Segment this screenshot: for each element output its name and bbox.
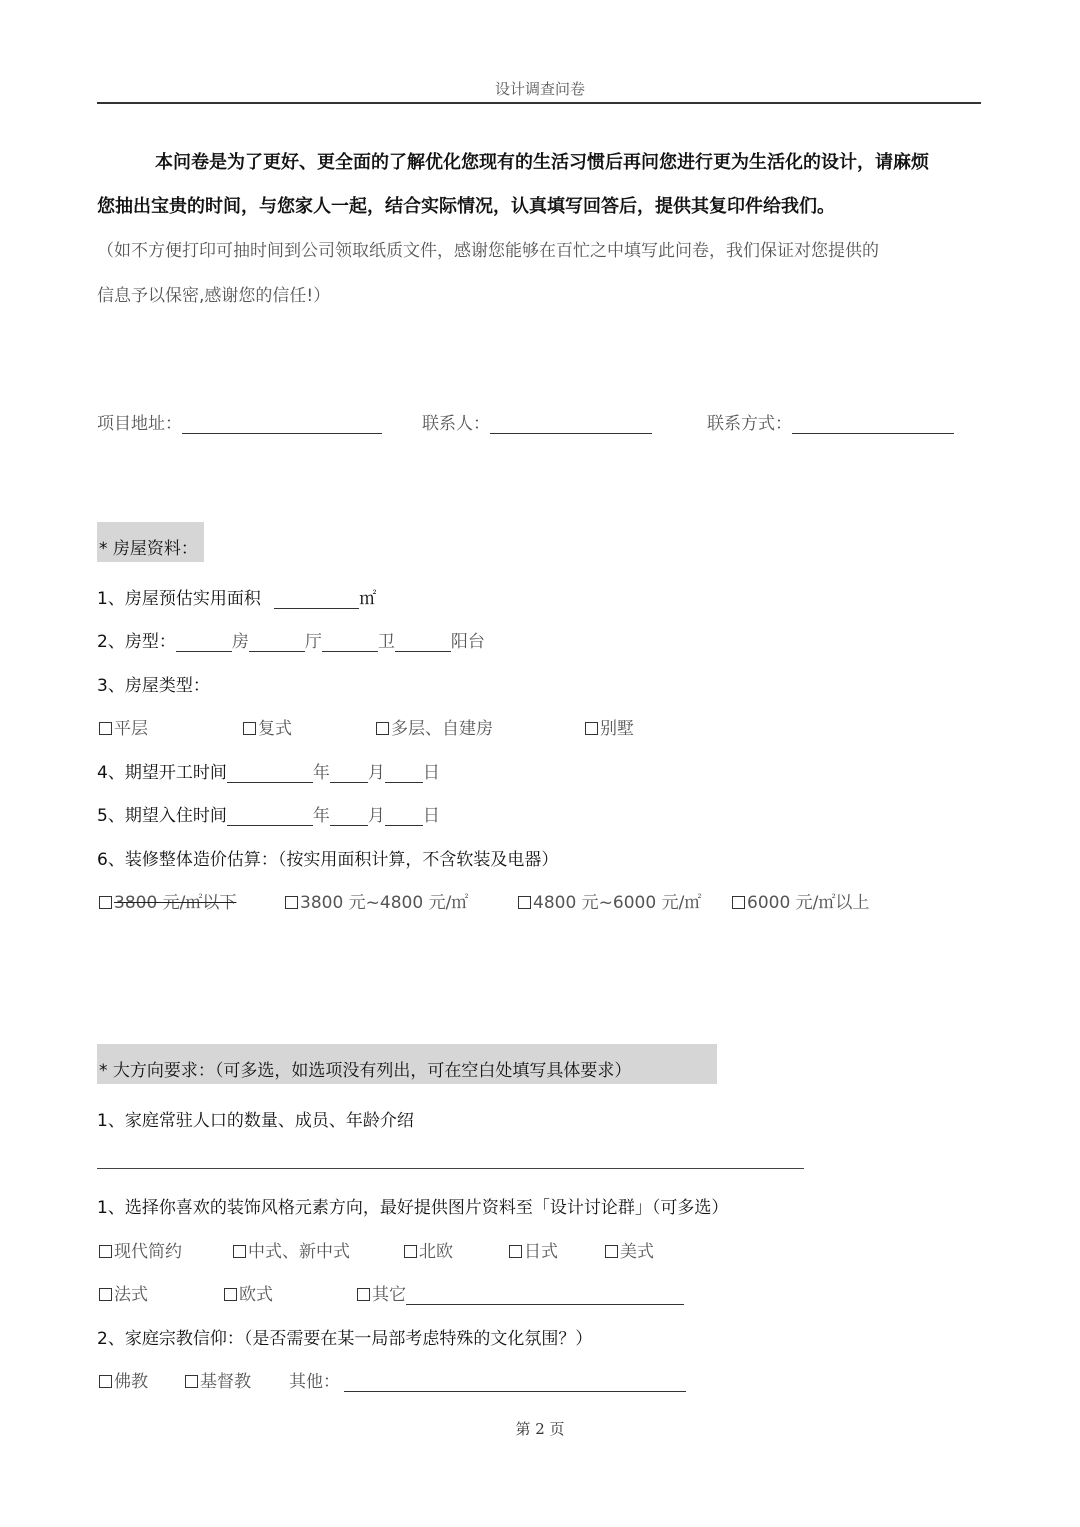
checkbox-icon[interactable]	[605, 1245, 618, 1258]
direction-q3	[97, 1324, 592, 1349]
religion-other-field	[289, 1367, 686, 1392]
intro-line-1: 本问卷是为了更好、更全面的了解优化您现有的生活习惯后再问您进行更为生活化的设计，请麻烦	[155, 152, 929, 173]
movein-day-input-line[interactable]	[385, 805, 423, 826]
house-q3-label: 3、房屋类型：	[97, 676, 210, 696]
checkbox-icon[interactable]	[285, 896, 298, 909]
checkbox-icon[interactable]	[99, 1245, 112, 1258]
house-q4	[97, 758, 440, 783]
contact-method-input-line[interactable]	[792, 413, 954, 434]
house-type-option[interactable]	[376, 714, 493, 739]
year-label: 年	[312, 806, 330, 826]
direction-q3-note: （是否需要在某一局部考虑特殊的文化氛围？）	[243, 1329, 593, 1349]
house-type-option[interactable]	[99, 714, 148, 739]
religion-option[interactable]	[185, 1367, 251, 1392]
house-q1-label: 1、房屋预估实用面积	[97, 589, 261, 609]
contact-person-input-line[interactable]	[490, 413, 652, 434]
style-option[interactable]	[99, 1237, 182, 1262]
option-label: 欧式	[239, 1285, 273, 1305]
checkbox-icon[interactable]	[518, 896, 531, 909]
house-q6-note: （按实用面积计算，不含软装及电器）	[277, 850, 559, 870]
option-label: 佛教	[114, 1372, 148, 1392]
contact-person-label: 联系人：	[422, 414, 490, 434]
room-label: 房	[231, 632, 249, 652]
style-other-input-line[interactable]	[406, 1284, 684, 1305]
address-field	[97, 409, 382, 434]
house-q2-label: 2、房型：	[97, 632, 176, 652]
house-section-title: * 房屋资料：	[97, 522, 204, 562]
house-q5	[97, 801, 440, 826]
checkbox-icon[interactable]	[99, 722, 112, 735]
household-answer-line[interactable]	[97, 1168, 804, 1169]
checkbox-icon[interactable]	[585, 722, 598, 735]
area-input-line[interactable]	[274, 588, 359, 609]
movein-month-input-line[interactable]	[330, 805, 368, 826]
house-q6-label: 6、装修整体造价估算：	[97, 850, 278, 870]
budget-option[interactable]	[285, 888, 468, 913]
direction-q3-label: 2、家庭宗教信仰：	[97, 1329, 244, 1349]
option-label: 6000 元/㎡以上	[747, 893, 870, 913]
checkbox-icon[interactable]	[243, 722, 256, 735]
option-label: 其它	[372, 1285, 406, 1305]
style-option[interactable]	[509, 1237, 558, 1262]
direction-q1-label: 1、家庭常驻人口的数量、成员、年龄介绍	[97, 1111, 414, 1131]
movein-year-input-line[interactable]	[227, 805, 313, 826]
checkbox-icon[interactable]	[185, 1375, 198, 1388]
option-label: 中式、新中式	[248, 1242, 350, 1262]
checkbox-icon[interactable]	[99, 1288, 112, 1301]
option-label: 美式	[620, 1242, 654, 1262]
house-q5-label: 5、期望入住时间	[97, 806, 227, 826]
start-month-input-line[interactable]	[330, 762, 368, 783]
checkbox-icon[interactable]	[376, 722, 389, 735]
option-label: 3800 元~4800 元/㎡	[300, 893, 469, 913]
option-label: 现代简约	[114, 1242, 182, 1262]
checkbox-icon[interactable]	[99, 1375, 112, 1388]
style-option[interactable]	[233, 1237, 350, 1262]
religion-other-input-line[interactable]	[344, 1371, 686, 1392]
contact-method-label: 联系方式：	[707, 414, 792, 434]
option-label: 平层	[114, 719, 148, 739]
option-label: 北欧	[419, 1242, 453, 1262]
house-type-option[interactable]	[585, 714, 634, 739]
intro-line-2: 您抽出宝贵的时间，与您家人一起，结合实际情况，认真填写回答后，提供其复印件给我们。	[97, 196, 835, 217]
option-label: 别墅	[600, 719, 634, 739]
style-option-other[interactable]	[357, 1280, 684, 1305]
balcony-input-line[interactable]	[395, 631, 451, 652]
checkbox-icon[interactable]	[509, 1245, 522, 1258]
year-label: 年	[312, 763, 330, 783]
checkbox-icon[interactable]	[404, 1245, 417, 1258]
page-header-title: 设计调查问卷	[494, 80, 585, 98]
budget-option[interactable]	[732, 888, 869, 913]
budget-option[interactable]	[518, 888, 701, 913]
note-line-2: 信息予以保密,感谢您的信任!）	[97, 286, 331, 306]
style-option[interactable]	[404, 1237, 453, 1262]
checkbox-icon[interactable]	[224, 1288, 237, 1301]
budget-option-struck[interactable]	[99, 888, 236, 913]
bath-input-line[interactable]	[322, 631, 378, 652]
day-label: 日	[422, 806, 440, 826]
direction-section-title: * 大方向要求：（可多选，如选项没有列出，可在空白处填写具体要求）	[97, 1044, 717, 1084]
house-q6	[97, 845, 558, 870]
checkbox-icon[interactable]	[732, 896, 745, 909]
address-label: 项目地址：	[97, 414, 182, 434]
option-label: 日式	[524, 1242, 558, 1262]
balcony-label: 阳台	[450, 632, 485, 652]
hall-label: 厅	[304, 632, 322, 652]
start-day-input-line[interactable]	[385, 762, 423, 783]
style-option[interactable]	[99, 1280, 148, 1305]
month-label: 月	[367, 806, 385, 826]
address-input-line[interactable]	[182, 413, 382, 434]
day-label: 日	[422, 763, 440, 783]
page-number: 第 2 页	[515, 1420, 565, 1438]
start-year-input-line[interactable]	[227, 762, 313, 783]
direction-q2-label: 1、选择你喜欢的装饰风格元素方向，最好提供图片资料至「设计讨论群」（可多选）	[97, 1198, 729, 1218]
area-unit: ㎡	[359, 589, 377, 609]
contact-method-field	[707, 409, 954, 434]
checkbox-icon[interactable]	[233, 1245, 246, 1258]
month-label: 月	[367, 763, 385, 783]
header-divider	[97, 102, 981, 104]
checkbox-icon[interactable]	[357, 1288, 370, 1301]
option-label: 复式	[258, 719, 292, 739]
house-q4-label: 4、期望开工时间	[97, 763, 227, 783]
religion-option[interactable]	[99, 1367, 148, 1392]
room-input-line[interactable]	[176, 631, 232, 652]
hall-input-line[interactable]	[249, 631, 305, 652]
bath-label: 卫	[377, 632, 395, 652]
note-line-1: （如不方便打印可抽时间到公司领取纸质文件，感谢您能够在百忙之中填写此问卷，我们保证对您提供的	[97, 241, 879, 261]
house-q2	[97, 627, 485, 652]
option-label: 多层、自建房	[391, 719, 493, 739]
option-label: 4800 元~6000 元/㎡	[533, 893, 702, 913]
option-label: 基督教	[200, 1372, 251, 1392]
house-type-option[interactable]	[243, 714, 292, 739]
option-label: 法式	[114, 1285, 148, 1305]
style-option[interactable]	[224, 1280, 273, 1305]
contact-person-field	[422, 409, 652, 434]
religion-other-label: 其他：	[289, 1372, 340, 1392]
checkbox-icon[interactable]	[99, 896, 112, 909]
option-label: 3800 元/㎡以下	[114, 893, 237, 913]
house-q1	[97, 584, 376, 609]
style-option[interactable]	[605, 1237, 654, 1262]
